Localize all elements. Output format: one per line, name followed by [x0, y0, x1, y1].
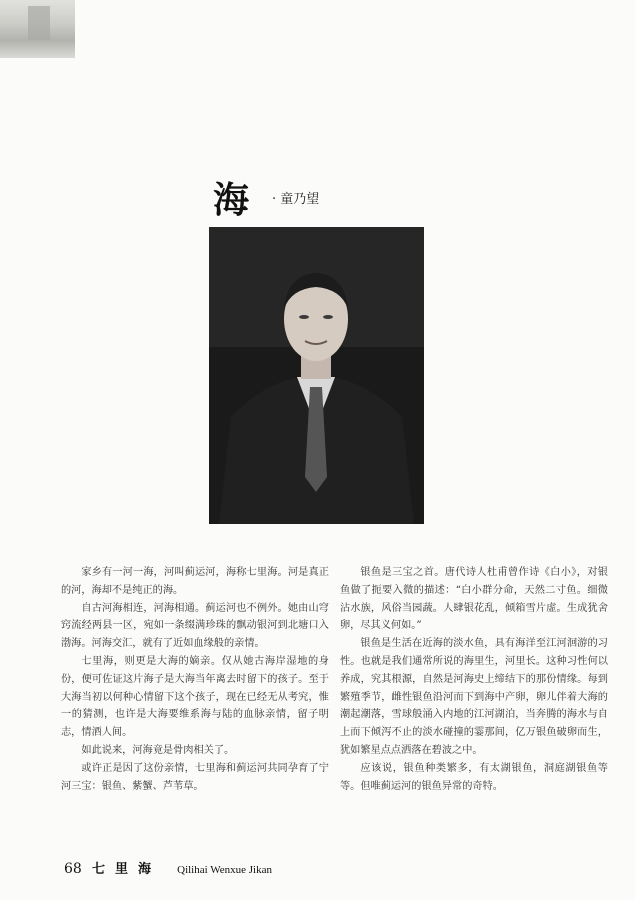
paragraph: 银鱼是三宝之首。唐代诗人杜甫曾作诗《白小》，对银鱼做了扼要入微的描述：“白小群分命，天然二寸鱼。细微沾水族，风俗当园蔬。人肆银花乱，倾箱雪片虚。生成犹舍卵，尽其义何如。” [340, 567, 608, 632]
author-byline: · 童乃望 [272, 192, 320, 207]
right-text-column [340, 564, 608, 795]
paragraph: 自古河海相连，河海相通。蓟运河也不例外。她由山穹窍流经两县一区，宛如一条缀满珍珠的飘动银河到北塘口入渤海。河海交汇，就有了近如血缘般的亲情。 [61, 602, 329, 650]
left-text-column [61, 564, 329, 795]
paragraph: 如此说来，河海竟是骨肉相关了。 [81, 744, 235, 756]
paragraph: 家乡有一河一海，河叫蓟运河，海称七里海。河是真正的河，海却不是纯正的海。 [61, 567, 329, 596]
corner-decorative-photo [0, 0, 75, 58]
paragraph: 应该说，银鱼种类繁多，有太湖银鱼，洞庭湖银鱼等等。但唯蓟运河的银鱼异常的奇特。 [340, 762, 608, 792]
paragraph: 七里海，则更是大海的嫡亲。仅从她古海岸湿地的身份，便可佐证这片海子是大海当年离去时留下的孩子。至于大海当初以何种心情留下这个孩子，现在已经无从考究，惟一的猜测，也许是大海要维系海与陆的血脉亲情，留子明志，情酒人间。 [61, 655, 329, 739]
portrait-illustration [209, 227, 424, 524]
article-title: 海 [213, 180, 250, 221]
page-number: 68 [64, 861, 82, 877]
page-footer [64, 858, 272, 877]
magazine-pinyin: Qilihai Wenxue Jikan [177, 864, 272, 876]
paragraph: 或许正是因了这份亲情，七里海和蓟运河共同孕育了宁河三宝：银鱼、紫蟹、芦苇草。 [61, 762, 329, 792]
magazine-name: 七里海 [91, 862, 161, 877]
author-portrait [209, 227, 424, 524]
paragraph: 银鱼是生活在近海的淡水鱼，具有海洋至江河洄游的习性。也就是我们通常所说的海里生，河里长。这种习性何以养成，究其根源，自然是河海史上缔结下的那份情缘。每到繁殖季节，雌性银鱼沿河而下到海中产卵，卵儿伴着大海的潮起潮落，雪球般涌入内地的江河湖泊，当奔腾的海水与自上而下倾泻不止的淡水碰撞的霎那间，亿万银鱼破卵而生，犹如繁星点点洒落在碧波之中。 [340, 638, 608, 756]
